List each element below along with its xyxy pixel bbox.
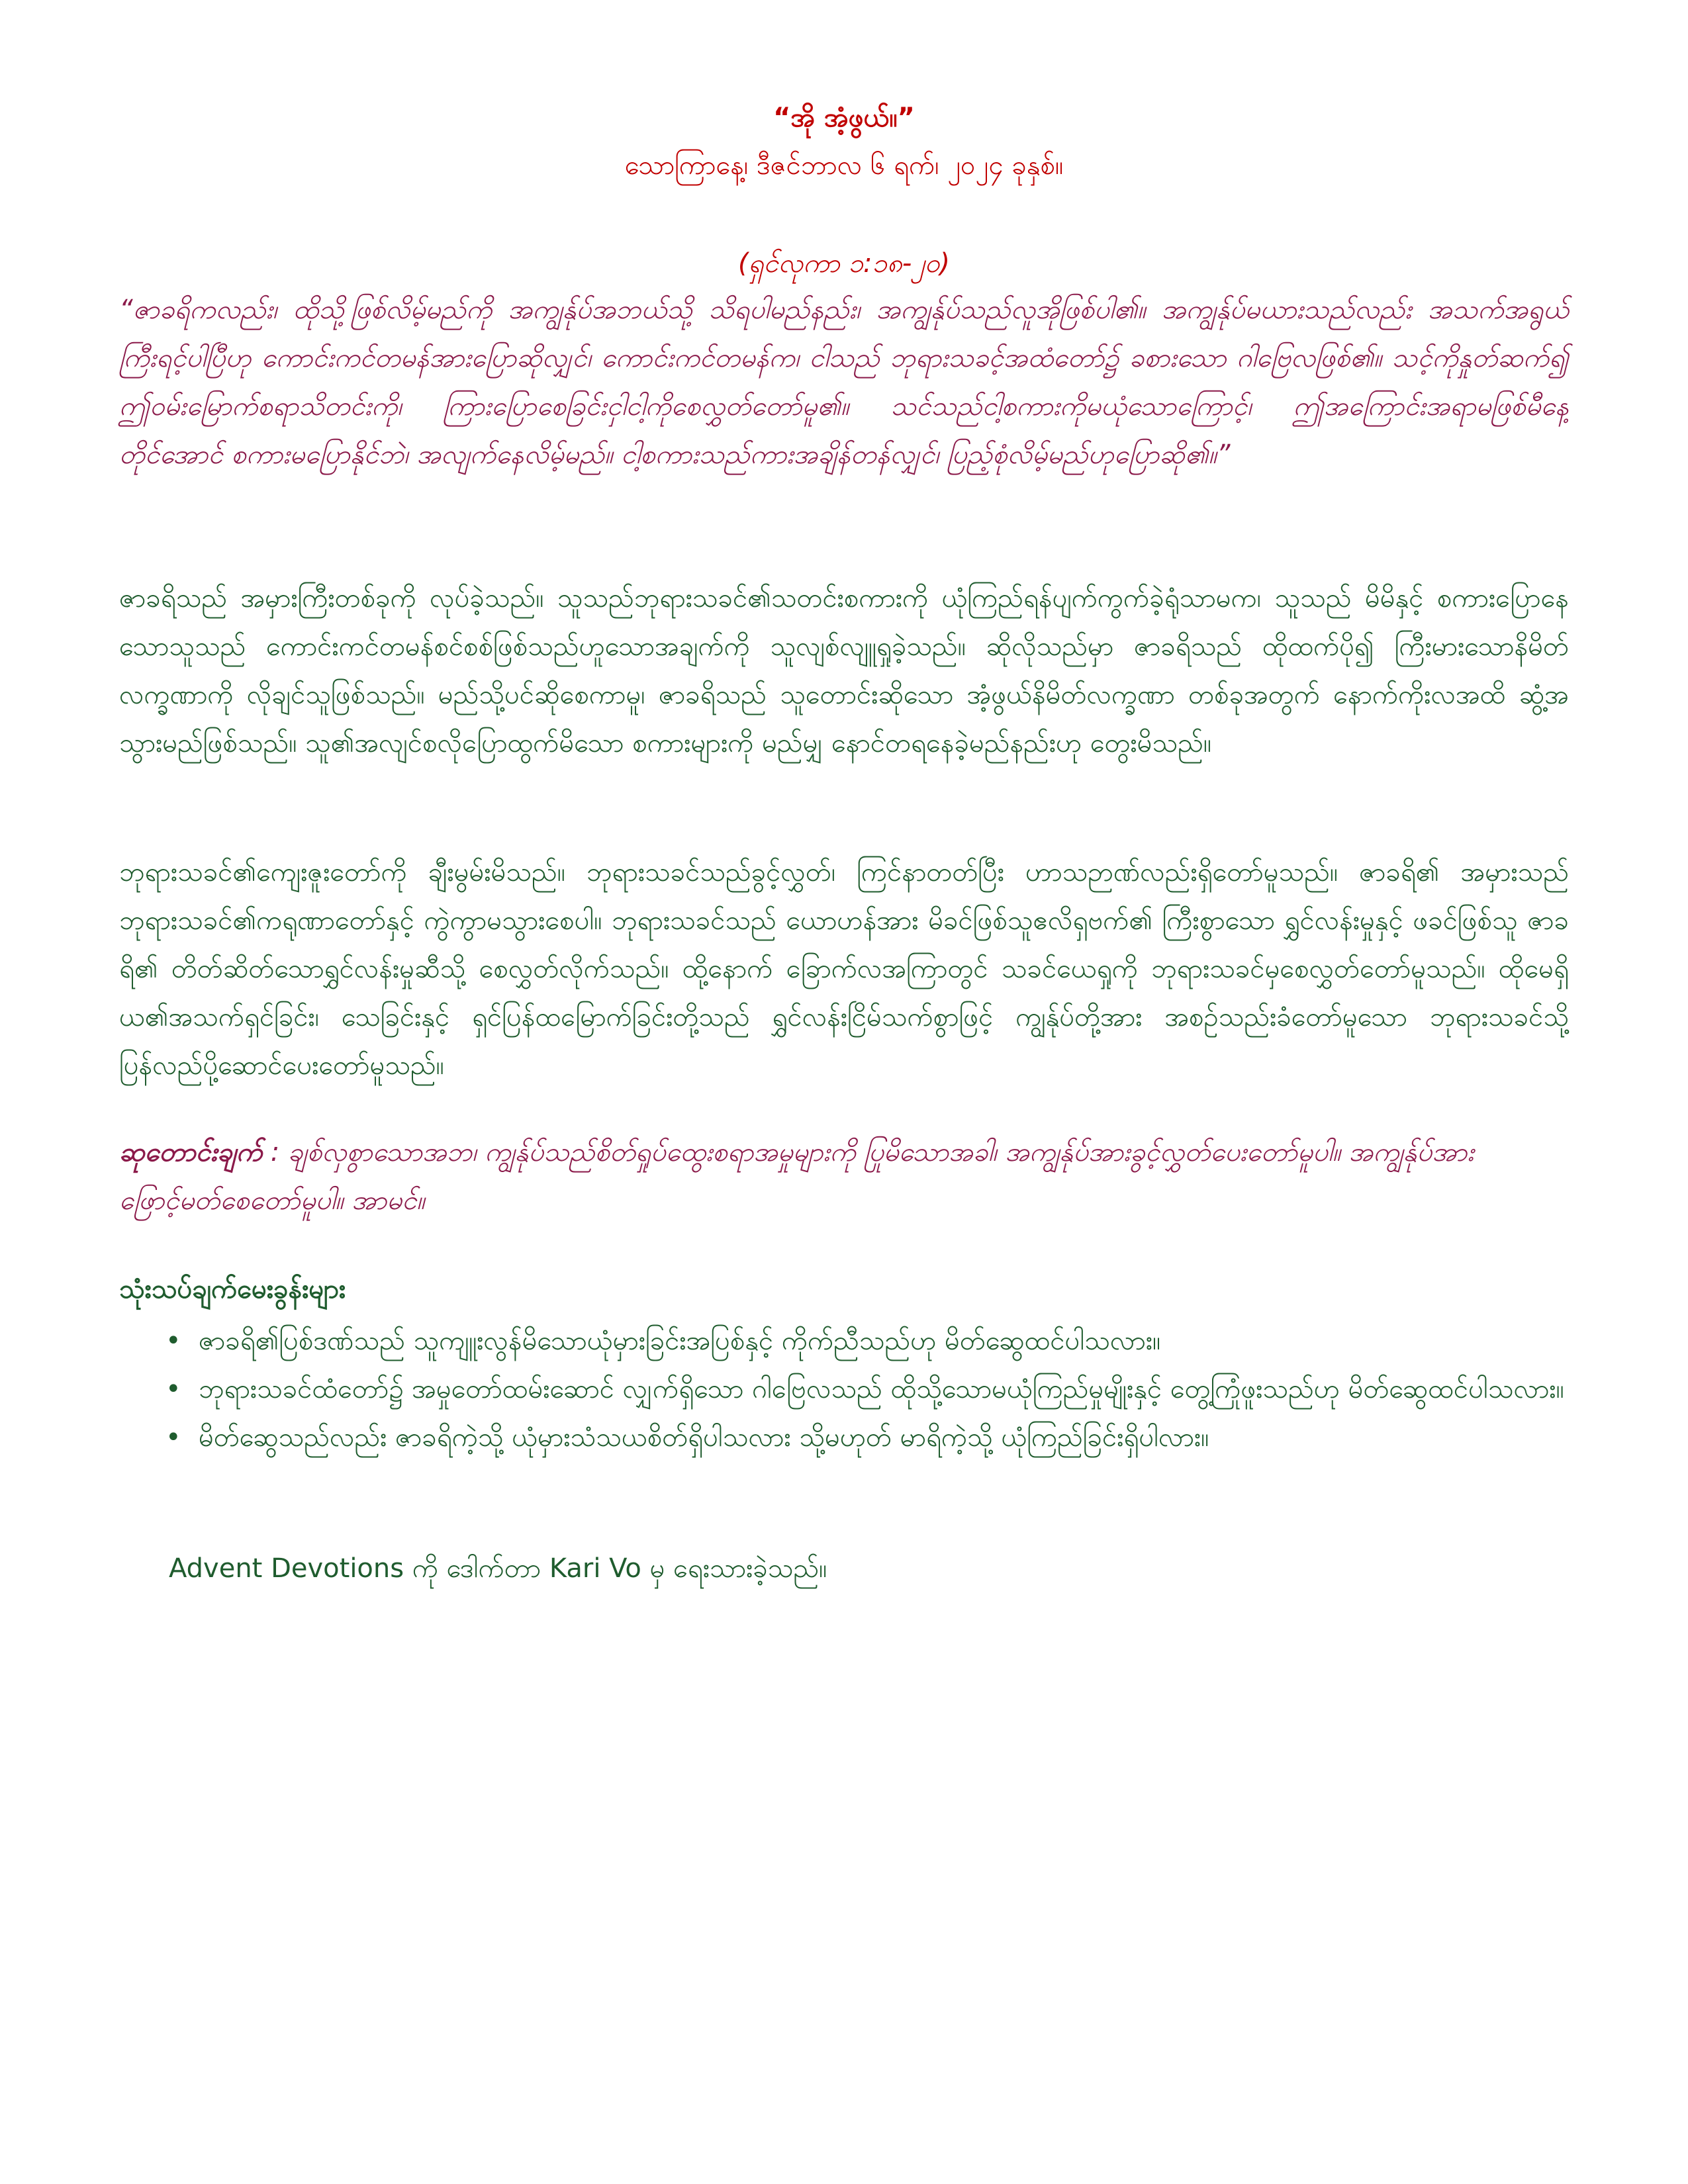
author-credit: Advent Devotions ကို ဒေါက်တာ Kari Vo မှ ရေးသားခဲ့သည်။ [169, 1553, 827, 1584]
page-title: “အို အံ့ဖွယ်။” [773, 103, 915, 133]
prayer-paragraph [119, 1128, 1569, 1225]
question-text: ဘုရားသခင်ထံတော်၌ အမှုတော်ထမ်းဆောင် လျှက်ရှိသော ဂါဗြေလသည် ထိုသို့သောမယုံကြည်မှုမျိုးနှင့် တွေ့ကြုံဖူးသည်ဟု မိတ်ဆွေထင်ပါသလား။ [199, 1374, 1564, 1404]
list-item [119, 1414, 1569, 1462]
question-text: မိတ်ဆွေသည်လည်း ဇာခရိကဲ့သို့ ယုံမှားသံသယစိတ်ရှိပါသလား သို့မဟုတ် မာရိကဲ့သို့ ယုံကြည်ခြင်းရှိပါလား။ [199, 1422, 1209, 1453]
prayer-text: ချစ်လှစွာသောအဘ၊ ကျွန်ုပ်သည်စိတ်ရှုပ်ထွေးစရာအမှုများကို ပြုမိသောအခါ၊ အကျွန်ုပ်အားခွင့်လွှတ်ပေးတော်မူပါ။ အကျွန်ုပ်အား ဖြောင့်မတ်စေတော်မူပါ။ အာမင်။ [119, 1137, 1474, 1216]
list-item [119, 1365, 1569, 1414]
body-paragraph-2: ဘုရားသခင်၏ကျေးဇူးတော်ကို ချီးမွမ်းမိသည်။ ဘုရားသခင်သည်ခွင့်လွှတ်၊ ကြင်နာတတ်ပြီး ဟာသဉာဏ်လည်းရှိတော်မူသည်။ ဇာခရိ၏ အမှားသည် ဘုရားသခင်၏ကရုဏာတော်နှင့် ကွဲကွာမသွားစေပါ။ ဘုရားသခင်သည် ယောဟန်အား မိခင်ဖြစ်သူဧလိရှဗက်၏ ကြီးစွာသော ရွှင်လန်းမှုနှင့် ဖခင်ဖြစ်သူ ဇာခရိ၏ တိတ်ဆိတ်သောရွှင်လန်းမှုဆီသို့ စေလွှတ်လိုက်သည်။ ထို့နောက် ခြောက်လအကြာတွင် သခင်ယေရှုကို ဘုရားသခင်မှစေလွှတ်တော်မူသည်။ ထိုမေရှိယ၏အသက်ရှင်ခြင်း၊ သေခြင်းနှင့် ရှင်ပြန်ထမြောက်ခြင်းတို့သည် ရွှင်လန်းငြိမ်သက်စွာဖြင့် ကျွန်ုပ်တို့အား အစဉ်သည်းခံတော်မူသော ဘုရားသခင်သို့ ပြန်လည်ပို့ဆောင်ပေးတော်မူသည်။ [119, 857, 1569, 1081]
question-text: ဇာခရိ၏ပြစ်ဒဏ်သည် သူကျူးလွန်မိသောယုံမှားခြင်းအပြစ်နှင့် ကိုက်ညီသည်ဟု မိတ်ဆွေထင်ပါသလား။ [199, 1326, 1161, 1356]
bullet-icon: • [165, 1374, 181, 1404]
bullet-icon: • [165, 1422, 181, 1453]
bullet-icon: • [165, 1326, 181, 1356]
body-paragraph-1: ဇာခရိသည် အမှားကြီးတစ်ခုကို လုပ်ခဲ့သည်။ သူသည်ဘုရားသခင်၏သတင်းစကားကို ယုံကြည်ရန်ပျက်ကွက်ခဲ့ရုံသာမက၊ သူသည် မိမိနှင့် စကားပြောနေသောသူသည် ကောင်းကင်တမန်စင်စစ်ဖြစ်သည်ဟူသောအချက်ကို သူလျစ်လျူရှုခဲ့သည်။ ဆိုလိုသည်မှာ ဇာခရိသည် ထိုထက်ပို၍ ကြီးမားသောနိမိတ်လက္ခဏာကို လိုချင်သူဖြစ်သည်။ မည်သို့ပင်ဆိုစေကာမူ၊ ဇာခရိသည် သူတောင်းဆိုသော အံ့ဖွယ်နိမိတ်လက္ခဏာ တစ်ခုအတွက် နောက်ကိုးလအထိ ဆွံ့အသွားမည်ဖြစ်သည်။ သူ၏အလျင်စလိုပြောထွက်မိသော စကားများကို မည်မျှ နောင်တရနေခဲ့မည်နည်းဟု တွေးမိသည်။ [119, 583, 1569, 758]
reflection-heading: သုံးသပ်ချက်မေးခွန်းများ [119, 1274, 346, 1304]
page-date: သောကြာနေ့၊ ဒီဇင်ဘာလ ၆ ရက်၊ ၂၀၂၄ ခုနှစ်။ [624, 150, 1064, 181]
prayer-label: ဆုတောင်းချက် [119, 1137, 263, 1167]
scripture-text: “ဇာခရိကလည်း၊ ထိုသို့ဖြစ်လိမ့်မည်ကို အကျွန်ုပ်အဘယ်သို့ သိရပါမည်နည်း၊ အကျွန်ုပ်သည်လူအိုဖြစ်ပါ၏။ အကျွန်ုပ်မယားသည်လည်း အသက်အရွယ်ကြီးရင့်ပါပြီဟု ကောင်းကင်တမန်အားပြောဆိုလျှင်၊ ကောင်းကင်တမန်က၊ ငါသည် ဘုရားသခင့်အထံတော်၌ ခစားသော ဂါဗြေလဖြစ်၏။ သင့်ကိုနှုတ်ဆက်၍ ဤဝမ်းမြောက်စရာသိတင်းကို၊ ကြားပြောစေခြင်းငှါငါ့ကိုစေလွှတ်တော်မူ၏။ သင်သည်ငါ့စကားကိုမယုံသောကြောင့်၊ ဤအကြောင်းအရာမဖြစ်မီနေ့တိုင်အောင် စကားမပြောနိုင်ဘဲ၊ အလျက်နေလိမ့်မည်။ ငါ့စကားသည်ကားအချိန်တန်လျှင်၊ ပြည့်စုံလိမ့်မည်ဟုပြောဆို၏။” [119, 295, 1569, 470]
scripture-reference: (ရှင်လုကာ ၁:၁၈-၂၀) [737, 248, 951, 279]
list-item [119, 1317, 1569, 1365]
prayer-separator: : [262, 1137, 288, 1167]
reflection-question-list [119, 1317, 1569, 1462]
